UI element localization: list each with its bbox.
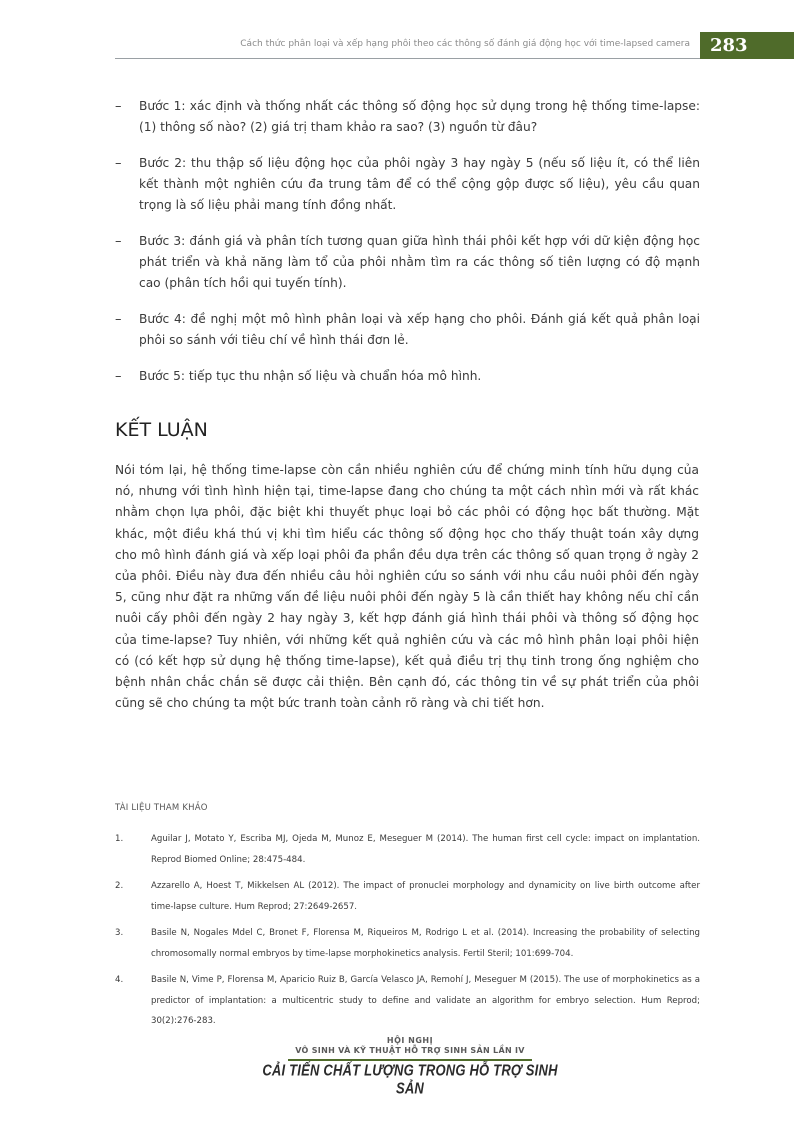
conclusion-heading: KẾT LUẬN: [115, 419, 208, 441]
list-item: [115, 309, 700, 351]
running-header-title: Cách thức phân loại và xếp hạng phôi theo các thông số đánh giá động học với time-lapsed camera: [240, 39, 690, 49]
reference-text: Azzarello A, Hoest T, Mikkelsen AL (2012). The impact of pronuclei morphology and dynamicity on live birth outcome after time-lapse culture. Hum Reprod; 27:2649-2657.: [151, 881, 700, 912]
step-text: Bước 4: đề nghị một mô hình phân loại và xếp hạng cho phôi. Đánh giá kết quả phân loại phôi so sánh với tiêu chí về hình thái đơn lẻ.: [139, 312, 700, 347]
header-divider: [115, 58, 702, 59]
list-item: [115, 366, 700, 387]
list-marker: –: [115, 156, 122, 171]
step-text: Bước 3: đánh giá và phân tích tương quan giữa hình thái phôi kết hợp với dữ kiện động học phát triển và khả năng làm tổ của phôi nhằm tìm ra các thông số tiên lượng có độ mạnh cao (phân tích hồi qui tuyến tính).: [139, 234, 700, 290]
list-item: [115, 231, 700, 294]
list-item: [115, 96, 700, 138]
reference-item: [115, 970, 700, 1032]
list-marker: –: [115, 234, 122, 249]
footer-conference-theme: CẢI TIẾN CHẤT LƯỢNG TRONG HỖ TRỢ SINH SẢN: [262, 1061, 558, 1097]
reference-text: Basile N, Nogales Mdel C, Bronet F, Florensa M, Riqueiros M, Rodrigo L et al. (2014). Increasing the probability of selecting chromosomally normal embryos by time-lapse morphokinetics analysis. Fertil Steril; 101:699-704.: [151, 928, 700, 959]
steps-list: [115, 96, 700, 402]
conference-footer: [260, 1036, 560, 1097]
reference-item: [115, 829, 700, 870]
reference-number: 4.: [115, 975, 124, 985]
conclusion-paragraph: Nói tóm lại, hệ thống time-lapse còn cần nhiều nghiên cứu để chứng minh tính hữu dụng của nó, nhưng với tình hình hiện tại, time-lapse đang cho chúng ta một cách nhìn mới và rất khác nhằm chọn lựa phôi, đặc biệt khi thuyết phục loại bỏ các phôi có động học bất thường. Mặt khác, một điều khá thú vị khi tìm hiểu các thông số động học cho thấy thuật toán xây dựng cho mô hình đánh giá và xếp loại phôi đa phần đều dựa trên các thông số quan trọng ở ngày 2 của phôi. Điều này đưa đến nhiều câu hỏi nghiên cứu so sánh với nhu cầu nuôi phôi đến ngày 5, cũng như đặt ra những vấn đề liệu nuôi phôi đến ngày 5 là cần thiết hay không nếu chỉ cần nuôi cấy phôi đến ngày 2 hay ngày 3, kết hợp đánh giá hình thái phôi và thông số động học của time-lapse? Tuy nhiên, với những kết quả nghiên cứu và các mô hình phân loại phôi hiện có (có kết hợp sử dụng hệ thống time-lapse), kết quả điều trị thụ tinh trong ống nghiệm cho bệnh nhân chắc chắn sẽ được cải thiện. Bên cạnh đó, các thông tin về sự phát triển của phôi cũng sẽ cho chúng ta một bức tranh toàn cảnh rõ ràng và chi tiết hơn.: [115, 463, 699, 711]
reference-item: [115, 876, 700, 917]
step-text: Bước 1: xác định và thống nhất các thông số động học sử dụng trong hệ thống time-lapse: (1) thông số nào? (2) giá trị tham khảo ra sao? (3) nguồn từ đâu?: [139, 99, 700, 134]
step-text: Bước 2: thu thập số liệu động học của phôi ngày 3 hay ngày 5 (nếu số liệu ít, có thể liên kết thành một nghiên cứu đa trung tâm để có thể cộng gộp được số liệu), yêu cầu quan trọng là số liệu phải mang tính đồng nhất.: [139, 156, 700, 212]
references-list: [115, 829, 700, 1038]
footer-conference-label: HỘI NGHỊ: [386, 1036, 434, 1045]
list-marker: –: [115, 312, 122, 327]
reference-number: 1.: [115, 834, 124, 844]
step-text: Bước 5: tiếp tục thu nhận số liệu và chuẩn hóa mô hình.: [139, 369, 482, 383]
list-marker: –: [115, 99, 122, 114]
list-item: [115, 153, 700, 216]
page-number-badge: 283: [700, 32, 794, 59]
reference-number: 2.: [115, 881, 124, 891]
reference-text: Aguilar J, Motato Y, Escriba MJ, Ojeda M, Munoz E, Meseguer M (2014). The human first cell cycle: impact on implantation. Reprod Biomed Online; 28:475-484.: [151, 834, 700, 865]
reference-number: 3.: [115, 928, 124, 938]
reference-item: [115, 923, 700, 964]
footer-conference-name: VÔ SINH VÀ KỸ THUẬT HỖ TRỢ SINH SẢN LẦN IV: [295, 1046, 525, 1055]
list-marker: –: [115, 369, 122, 384]
reference-text: Basile N, Vime P, Florensa M, Aparicio Ruiz B, García Velasco JA, Remohí J, Meseguer M (2015). The use of morphokinetics as a predictor of implantation: a multicentric study to define and validate an algorithm for embryo selection. Hum Reprod; 30(2):276-283.: [151, 975, 700, 1026]
references-heading: TÀI LIỆU THAM KHẢO: [115, 803, 208, 813]
